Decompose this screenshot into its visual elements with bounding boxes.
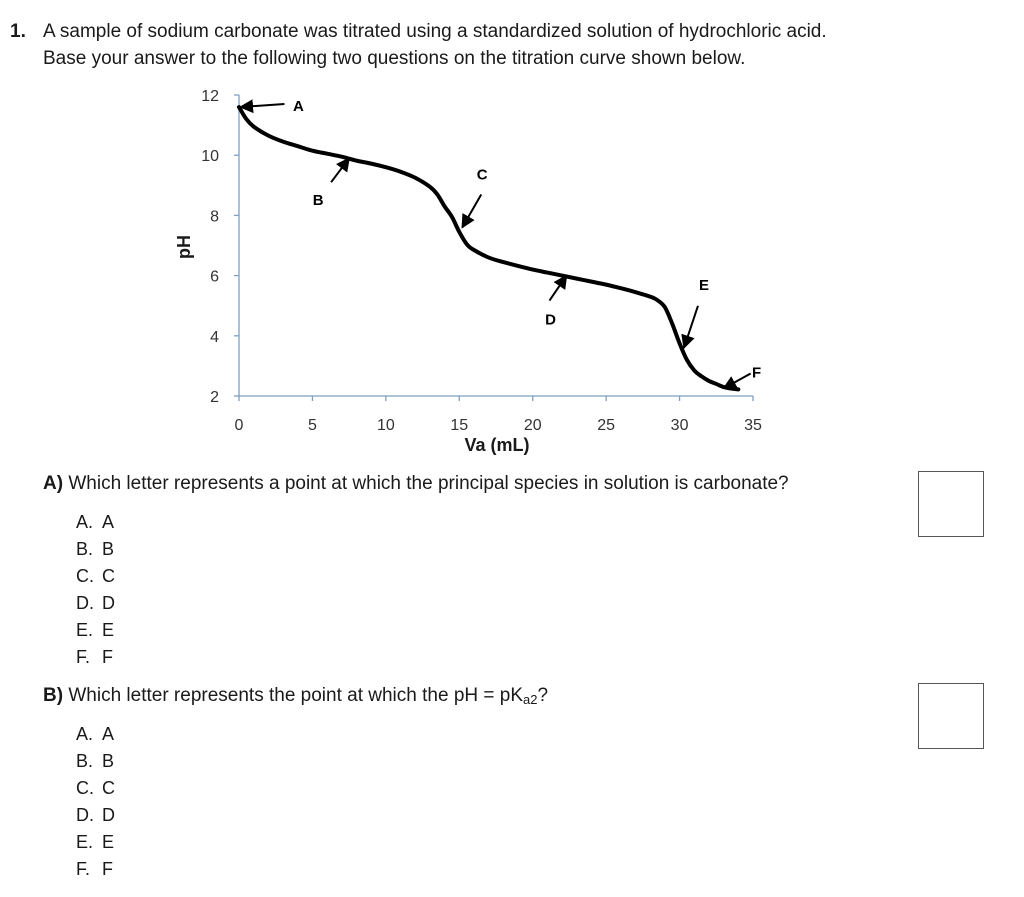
- choice-label: E: [102, 620, 115, 640]
- choice-key: E.: [76, 620, 94, 640]
- choice-label: E: [102, 832, 115, 852]
- part-a-question: [43, 473, 789, 495]
- part-b-question: [43, 685, 548, 707]
- annotation-arrow: [240, 104, 284, 107]
- x-tick-label: 0: [234, 417, 244, 434]
- part-a-text: Which letter represents a point at which the principal species in solution is carbonate?: [68, 473, 789, 494]
- annotation-label-c: C: [476, 166, 488, 184]
- choice-label: B: [102, 751, 115, 771]
- part-a-choice-c[interactable]: [76, 563, 115, 590]
- choice-label: C: [102, 778, 115, 798]
- choice-label: C: [102, 566, 115, 586]
- part-b-choices: [76, 721, 115, 883]
- part-b-tail: ?: [537, 685, 549, 706]
- part-b-choice-b[interactable]: [76, 748, 115, 775]
- annotation-label-b: B: [312, 192, 324, 210]
- part-b-choice-f[interactable]: [76, 856, 115, 883]
- annotation-arrow: [724, 373, 751, 388]
- part-b-choice-c[interactable]: [76, 775, 115, 802]
- choice-label: F: [102, 647, 113, 667]
- x-tick-label: 15: [450, 417, 469, 434]
- x-tick-label: 10: [376, 417, 395, 434]
- y-tick-label: 8: [210, 208, 219, 226]
- part-a-choice-a[interactable]: [76, 509, 115, 536]
- choice-key: C.: [76, 778, 94, 798]
- choice-key: D.: [76, 805, 94, 825]
- x-tick-label: 35: [744, 417, 762, 434]
- part-b-choice-d[interactable]: [76, 802, 115, 829]
- choice-label: B: [102, 539, 115, 559]
- part-a-choice-e[interactable]: [76, 617, 115, 644]
- part-b-letter: B): [43, 685, 64, 706]
- y-tick-label: 12: [201, 88, 219, 105]
- y-tick-label: 4: [210, 328, 219, 346]
- annotation-label-f: F: [752, 364, 762, 382]
- part-b-choice-e[interactable]: [76, 829, 115, 856]
- part-a-choice-b[interactable]: [76, 536, 115, 563]
- choice-key: A.: [76, 724, 94, 744]
- question-intro-line-2: Base your answer to the following two questions on the titration curve shown below.: [43, 48, 746, 69]
- y-tick-label: 2: [210, 389, 219, 406]
- part-a-choices: [76, 509, 115, 671]
- y-tick-label: 10: [201, 148, 219, 166]
- part-a-answer-box[interactable]: [918, 471, 984, 537]
- annotation-arrow: [462, 194, 481, 227]
- choice-key: C.: [76, 566, 94, 586]
- question-number: 1.: [10, 21, 26, 42]
- titration-curve: [239, 107, 738, 389]
- part-b-answer-box[interactable]: [918, 683, 984, 749]
- annotation-arrow: [549, 276, 566, 301]
- part-b-text: Which letter represents the point at which the pH = pK: [68, 685, 523, 706]
- part-b-choice-a[interactable]: [76, 721, 115, 748]
- question-intro-line-1: A sample of sodium carbonate was titrated using a standardized solution of hydrochloric acid.: [43, 21, 827, 42]
- choice-key: E.: [76, 832, 94, 852]
- choice-key: F.: [76, 859, 91, 879]
- annotation-arrow: [684, 306, 698, 348]
- x-tick-label: 25: [597, 417, 616, 434]
- choice-key: F.: [76, 647, 91, 667]
- annotation-label-e: E: [698, 276, 709, 294]
- choice-key: B.: [76, 539, 94, 559]
- part-a-choice-d[interactable]: [76, 590, 115, 617]
- part-a-letter: A): [43, 473, 64, 494]
- part-b-subscript: a2: [523, 692, 538, 707]
- x-tick-label: 30: [670, 417, 689, 434]
- choice-key: A.: [76, 512, 94, 532]
- y-axis-title: pH: [174, 235, 194, 259]
- part-a-choice-f[interactable]: [76, 644, 115, 671]
- choice-key: B.: [76, 751, 94, 771]
- annotation-label-d: D: [545, 311, 556, 329]
- annotation-label-a: A: [293, 98, 304, 116]
- choice-label: A: [102, 724, 115, 744]
- x-axis-title: Va (mL): [464, 435, 530, 455]
- choice-key: D.: [76, 593, 94, 613]
- choice-label: A: [102, 512, 115, 532]
- annotation-arrow: [331, 158, 349, 182]
- choice-label: F: [102, 859, 113, 879]
- choice-label: D: [102, 805, 115, 825]
- y-tick-label: 6: [210, 268, 219, 286]
- choice-label: D: [102, 593, 115, 613]
- x-tick-label: 5: [307, 417, 317, 434]
- x-tick-label: 20: [523, 417, 542, 434]
